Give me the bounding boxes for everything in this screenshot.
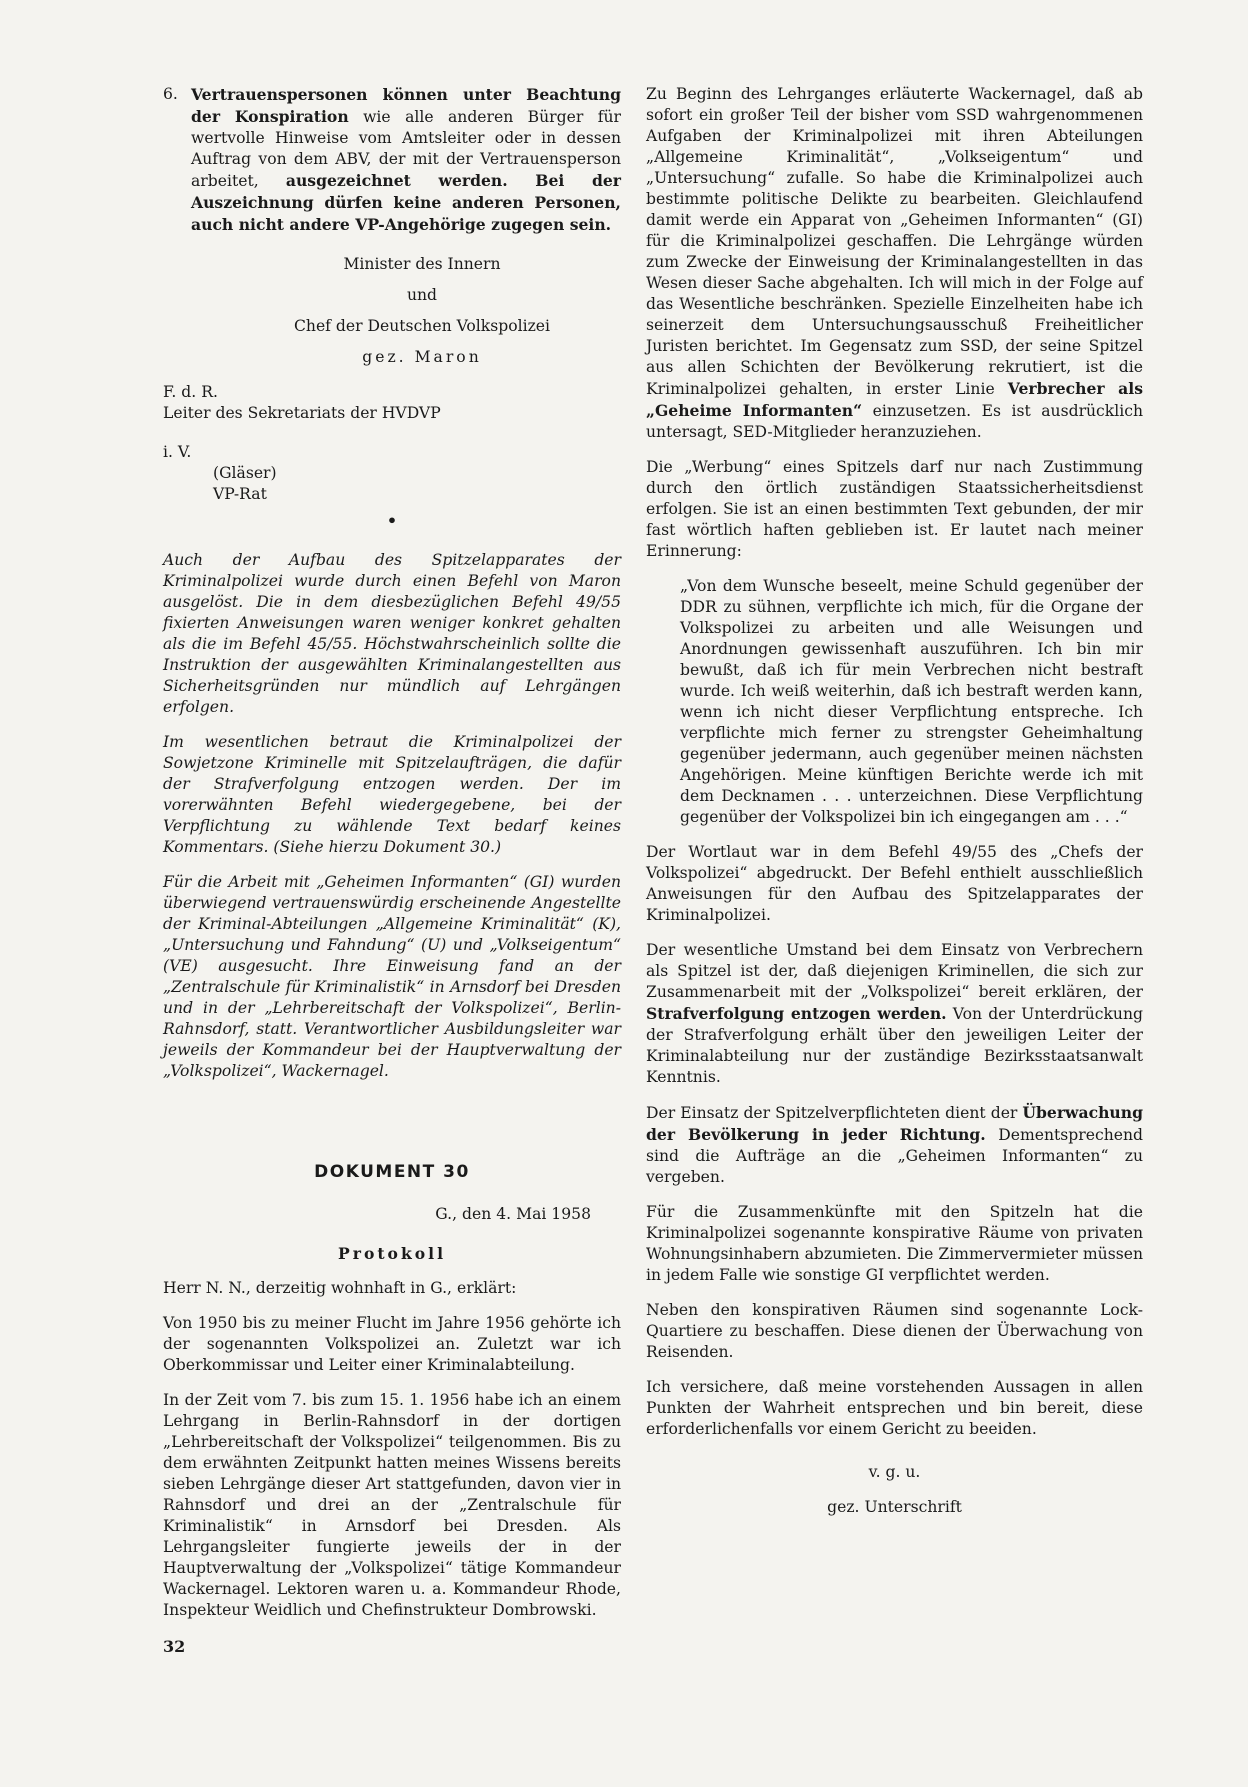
fdr-line: F. d. R. xyxy=(163,383,218,401)
item-number: 6. xyxy=(163,85,178,103)
vgu-line: v. g. u. xyxy=(868,1463,921,1481)
statement-paragraph-1: Von 1950 bis zu meiner Flucht im Jahre 1956 gehörte ich der sogenannten Volkspolizei an. Zuletzt war ich Oberkommissar und Leiter einer Kriminalabteilung. xyxy=(163,1314,621,1374)
signature-line-3: Chef der Deutschen Volkspolizei xyxy=(293,317,551,335)
section-divider: • xyxy=(386,511,398,530)
date-line: G., den 4. Mai 1958 xyxy=(435,1205,591,1223)
right-paragraph-8: Ich versichere, daß meine vorstehenden Aussagen in allen Punkten der Wahrheit entsprechen und bin bereit, diese erforderlichenfalls vor einem Gericht zu beeiden. xyxy=(646,1378,1143,1438)
protokoll-heading: Protokoll xyxy=(338,1244,446,1263)
numbered-item-6 xyxy=(163,84,621,236)
right-column xyxy=(646,84,1143,1532)
right-paragraph-5 xyxy=(646,1102,1143,1188)
statement-intro: Herr N. N., derzeitig wohnhaft in G., erklärt: xyxy=(163,1279,517,1297)
iv-line: i. V. xyxy=(163,443,192,461)
unterschrift-line: gez. Unterschrift xyxy=(827,1498,962,1516)
bold-text: Vertrauenspersonen können unter Beachtung der Konspiration xyxy=(191,85,621,126)
minister-signature-block xyxy=(223,254,621,368)
plain-text: Der Einsatz der Spitzelverpflichteten dient der xyxy=(646,1104,1023,1122)
bold-text: Überwachung der Bevölkerung in jeder Richtung. xyxy=(646,1103,1143,1144)
right-paragraph-7: Neben den konspirativen Räumen sind sogenannte Lock-Quartiere zu beschaffen. Diese dienen der Überwachung von Reisenden. xyxy=(646,1301,1143,1361)
bold-text: Verbrecher als „Geheime Informanten“ xyxy=(646,379,1143,420)
right-paragraph-1 xyxy=(646,84,1143,443)
commentary-paragraph-1: Auch der Aufbau des Spitzelapparates der Kriminalpolizei wurde durch einen Befehl von Maron ausgelöst. Die in dem diesbezüglichen Befehl 49/55 fixierten Anweisungen waren weniger konkret gehalten als die im Befehl 45/55. Höchstwahrscheinlich sollte die Instruktion der ausgewählten Kriminalangestellten aus Sicherheitsgründen nur mündlich auf Lehrgängen erfolgen. xyxy=(163,551,621,716)
document-heading: DOKUMENT 30 xyxy=(314,1162,470,1182)
item-text xyxy=(191,84,621,236)
commentary-section xyxy=(163,550,621,1082)
vprat-line: VP-Rat xyxy=(213,485,267,503)
right-paragraph-6: Für die Zusammenkünfte mit den Spitzeln hat die Kriminalpolizei sogenannte konspirative Räume von privaten Wohnungsinhabern abzumieten. Die Zimmervermieter müssen in jedem Falle wie sonstige GI verpflichtet werden. xyxy=(646,1203,1143,1284)
plain-text: wie alle anderen Bürger für wertvolle Hinweise vom Amtsleiter oder in dessen Auftrag von dem ABV, der mit der Vertrauensperson arbeitet, xyxy=(191,108,621,190)
oath-quote: „Von dem Wunsche beseelt, meine Schuld gegenüber der DDR zu sühnen, verpflichte ich mich, für die Organe der Volkspolizei zu arbeiten und alle Weisungen und Anordnungen gewissenhaft auszuführen. Ich bin mir bewußt, daß ich für mein Verbrechen nicht bestraft wurde. Ich weiß weiterhin, daß ich bestraft werden kann, wenn ich nicht dieser Verpflichtung entspreche. Ich verpflichte mich ferner zu strengster Geheimhaltung gegenüber jedermann, auch gegenüber meinen nächsten Angehörigen. Meine künftigen Berichte werde ich mit dem Decknamen . . . unterzeichnen. Diese Verpflichtung gegenüber der Volkspolizei bin ich eingegangen am . . .“ xyxy=(680,577,1143,826)
right-paragraph-2: Die „Werbung“ eines Spitzels darf nur nach Zustimmung durch den örtlich zuständigen Staatssicherheitsdienst erfolgen. Sie ist an einen bestimmten Text gebunden, der mir fast wörtlich haften geblieben ist. Er lautet nach meiner Erinnerung: xyxy=(646,458,1143,560)
plain-text: Von der Unterdrückung der Strafverfolgung erhält über den jeweiligen Leiter der Kriminalabteilung nur der zuständige Bezirksstaatsanwalt Kenntnis. xyxy=(646,1005,1143,1086)
bold-text: Strafverfolgung entzogen werden. xyxy=(646,1004,947,1023)
signature-name: gez. Maron xyxy=(362,348,482,366)
plain-text: Zu Beginn des Lehrganges erläuterte Wackernagel, daß ab sofort ein großer Teil der bisher vom SSD wahrgenommenen Aufgaben der Kriminalpolizei mit ihren Abteilungen „Allgemeine Kriminalität“, „Volkseigentum“ und „Untersuchung“ zufalle. So habe die Kriminalpolizei auch bestimmte politische Delikte zu bearbeiten. Gleichlaufend damit werde ein Apparat von „Geheimen Informanten“ (GI) für die Kriminalpolizei geschaffen. Die Lehrgänge würden zum Zwecke der Einweisung der Kriminalangestellten in das Wesen dieser Sache abgehalten. Ich will mich in der Folge auf das Wesentliche beschränken. Spezielle Einzelheiten habe ich seinerzeit dem Untersuchungsausschuß Freiheitlicher Juristen berichtet. Im Gegensatz zum SSD, der seine Spitzel aus allen Schichten der Bevölkerung rekrutiert, ist die Kriminalpolizei gehalten, in erster Linie xyxy=(646,85,1143,398)
right-paragraph-3: Der Wortlaut war in dem Befehl 49/55 des „Chefs der Volkspolizei“ abgedruckt. Der Befehl enthielt ausschließlich Anweisungen für den Aufbau des Spitzelapparates der Kriminalpolizei. xyxy=(646,843,1143,924)
bold-text: ausgezeichnet werden. Bei der Auszeichnung dürfen keine anderen Personen, auch nicht andere VP-Angehörige zugegen sein. xyxy=(191,171,622,234)
plain-text: Dementsprechend sind die Aufträge an die „Geheimen Informanten“ zu vergeben. xyxy=(646,1126,1143,1186)
statement-paragraph-2: In der Zeit vom 7. bis zum 15. 1. 1956 habe ich an einem Lehrgang in Berlin-Rahnsdorf in der dortigen „Lehrbereitschaft der Volkspolizei“ teilgenommen. Bis zu dem erwähnten Zeitpunkt hatten meines Wissens bereits sieben Lehrgänge dieser Art stattgefunden, davon vier in Rahnsdorf und drei an der „Zentralschule für Kriminalistik“ in Arnsdorf bei Dresden. Als Lehrgangsleiter fungierte jeweils der in der Hauptverwaltung der „Volkspolizei“ tätige Kommandeur Wackernagel. Lektoren waren u. a. Kommandeur Rhode, Inspekteur Weidlich und Chefinstrukteur Dombrowski. xyxy=(163,1391,621,1619)
plain-text: einzusetzen. Es ist ausdrücklich untersagt, SED-Mitglieder heranzuziehen. xyxy=(646,402,1143,441)
leiter-line: Leiter des Sekretariats der HVDVP xyxy=(163,404,441,422)
page-number: 32 xyxy=(163,1637,186,1656)
signature-line-2: und xyxy=(406,286,438,304)
glaeser-line: (Gläser) xyxy=(213,464,277,482)
plain-text: Der wesentliche Umstand bei dem Einsatz von Verbrechern als Spitzel ist der, daß diejenigen Kriminellen, die sich zur Zusammenarbeit mit der „Volkspolizei“ bereit erklären, der xyxy=(646,941,1143,1001)
left-column xyxy=(163,84,621,1635)
signature-line-1: Minister des Innern xyxy=(343,255,501,273)
right-paragraph-4 xyxy=(646,940,1143,1088)
commentary-paragraph-2: Im wesentlichen betraut die Kriminalpolizei der Sowjetzone Kriminelle mit Spitzelaufträgen, die dafür der Strafverfolgung entzogen werden. Der im vorerwähnten Befehl wiedergegebene, bei der Verpflichtung zu wählende Text bedarf keines Kommentars. (Siehe hierzu Dokument 30.) xyxy=(163,733,621,856)
commentary-paragraph-3: Für die Arbeit mit „Geheimen Informanten“ (GI) wurden überwiegend vertrauenswürdig erscheinende Angestellte der Kriminal-Abteilungen „Allgemeine Kriminalität“ (K), „Untersuchung und Fahndung“ (U) und „Volkseigentum“ (VE) ausgesucht. Ihre Einweisung fand an der „Zentralschule für Kriminalistik“ in Arnsdorf bei Dresden und in der „Lehrbereitschaft der Volkspolizei“, Berlin-Rahnsdorf, statt. Verantwortlicher Ausbildungsleiter war jeweils der Kommandeur bei der Hauptverwaltung der „Volkspolizei“, Wackernagel. xyxy=(163,873,621,1080)
